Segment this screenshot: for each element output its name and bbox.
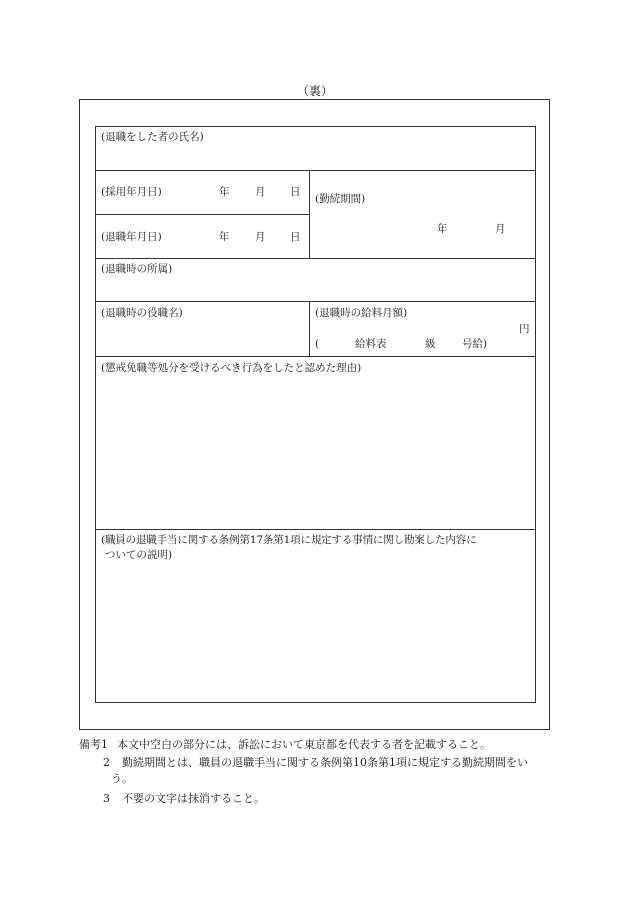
salary-step-label: 号給) — [462, 338, 488, 350]
explanation-label — [101, 533, 533, 563]
hire-date-label: (採用年月日) — [101, 186, 162, 198]
hire-month-unit: 月 — [255, 186, 266, 198]
note-prefix: 備考1 — [79, 738, 108, 751]
col-divider-dates — [309, 170, 310, 258]
row-divider-hire-retire — [95, 214, 309, 215]
salary-grade-label: 級 — [425, 338, 436, 350]
salary-table-label: 給料表 — [355, 338, 387, 350]
salary-yen-unit: 円 — [519, 323, 530, 335]
explanation-label-line1: (職員の退職手当に関する条例第17条第1項に規定する事情に関し勘案した内容に — [101, 534, 477, 546]
row-divider-name — [95, 170, 536, 171]
explanation-label-line2: ついての説明) — [105, 549, 173, 561]
note-1 — [79, 737, 491, 752]
affiliation-label: (退職時の所属) — [101, 263, 173, 275]
hire-day-unit: 日 — [290, 186, 301, 198]
col-divider-position — [309, 301, 310, 356]
row-divider-reason — [95, 529, 536, 530]
retire-month-unit: 月 — [255, 231, 266, 243]
service-period-label: (勤続期間) — [315, 193, 366, 205]
note-3 — [103, 791, 265, 806]
note-1-text: 本文中空白の部分には、訴訟において東京都を代表する者を記載すること。 — [117, 738, 491, 751]
position-label: (退職時の役職名) — [101, 307, 183, 319]
note-2-continued: う。 — [111, 772, 133, 785]
form-table — [95, 126, 536, 703]
page-side-label: （裏） — [296, 84, 333, 98]
row-divider-affiliation — [95, 301, 536, 302]
name-label: (退職をした者の氏名) — [101, 131, 204, 143]
note-2 — [103, 755, 528, 770]
service-month-unit: 月 — [495, 223, 506, 235]
row-divider-position — [95, 356, 536, 357]
note-2-number: 2 — [103, 756, 110, 769]
service-year-unit: 年 — [437, 223, 448, 235]
salary-label: (退職時の給料月額) — [315, 307, 408, 319]
note-3-number: 3 — [103, 792, 110, 805]
retire-date-label: (退職年月日) — [101, 231, 162, 243]
retire-day-unit: 日 — [290, 231, 301, 243]
retire-year-unit: 年 — [219, 231, 230, 243]
note-2-text-line1: 勤続期間とは、職員の退職手当に関する条例第10条第1項に規定する勤続期間をい — [122, 756, 528, 769]
note-3-text: 不要の文字は抹消すること。 — [122, 792, 265, 805]
hire-year-unit: 年 — [219, 186, 230, 198]
reason-label: (懲戒免職等処分を受けるべき行為をしたと認めた理由) — [101, 362, 362, 374]
row-divider-dates — [95, 258, 536, 259]
salary-open-paren: ( — [315, 338, 320, 350]
